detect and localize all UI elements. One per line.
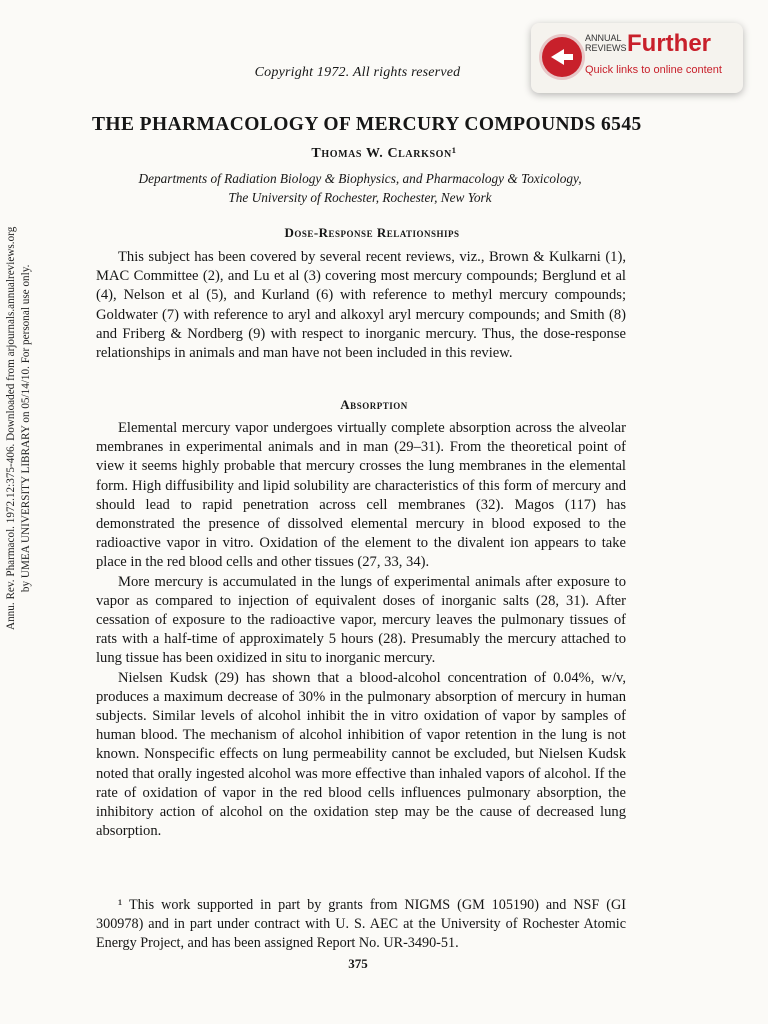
badge-further-label: Further <box>627 30 711 57</box>
annual-reviews-further-badge[interactable] <box>531 23 743 93</box>
article-title: THE PHARMACOLOGY OF MERCURY COMPOUNDS 6545 <box>92 114 642 135</box>
footnote: ¹ This work supported in part by grants from NIGMS (GM 105190) and NSF (GI 300978) and in part under contract with U. S. AEC at the University of Rochester Atomic Energy Project, and has been assigned Report No. UR-3490-51. <box>96 897 626 951</box>
section-heading-absorption: Absorption <box>340 397 408 412</box>
download-notice-line-2: by UMEA UNIVERSITY LIBRARY on 05/14/10. For personal use only. <box>20 264 32 593</box>
section-heading-dose-response: Dose-Response Relationships <box>284 225 460 240</box>
badge-reviews-label: REVIEWS <box>585 43 627 53</box>
section-absorption-body <box>96 419 626 841</box>
author-name: Thomas W. Clarkson¹ <box>311 146 457 161</box>
copyright-notice: Copyright 1972. All rights reserved <box>254 65 461 80</box>
author-affiliation <box>60 169 660 207</box>
badge-annual-label: ANNUAL <box>585 33 622 43</box>
affiliation-line-1: Departments of Radiation Biology & Biophysics, and Pharmacology & Toxicology, <box>138 171 582 186</box>
paragraph: Nielsen Kudsk (29) has shown that a blood-alcohol concentration of 0.04%, w/v, produces a maximum decrease of 30% in the pulmonary absorption of mercury in human subjects. Similar levels of alcohol inhibit the in vitro oxidation of vapor by samples of human blood. The mechanism of alcohol inhibition of vapor retention in the lung is not known. Nonspecific effects on lung permeability cannot be excluded, but Nielsen Kudsk noted that orally ingested alcohol was more effective than inhaled vapors of alcohol. If the rate of oxidation of vapor in the red blood cells influences pulmonary absorption, the inhibitory action of alcohol on the oxidation step may be the cause of decreased lung absorption. <box>96 669 626 840</box>
affiliation-line-2: The University of Rochester, Rochester, New York <box>228 190 492 205</box>
badge-tagline: Quick links to online content <box>585 64 722 76</box>
paragraph: More mercury is accumulated in the lungs of experimental animals after exposure to vapor as compared to injection of equivalent doses of inorganic salts (28, 31). After cessation of exposure to the radioactive vapor, mercury leaves the pulmonary tissues of rats with a half-time of approximately 5 hours (28). Presumably the mercury attached to lung tissue has been oxidized in situ to inorganic mercury. <box>96 573 626 667</box>
download-notice <box>4 227 34 630</box>
section-dose-response-body <box>96 248 626 363</box>
download-notice-line-1: Annu. Rev. Pharmacol. 1972.12:375-406. Downloaded from arjournals.annualreviews.org <box>5 226 17 630</box>
page-number: 375 <box>348 956 368 971</box>
paragraph: This subject has been covered by several recent reviews, viz., Brown & Kulkarni (1), MAC Committee (2), and Lu et al (3) covering most mercury compounds; Berglund et al (4), Nelson et al (5), and Kurland (6) with reference to methyl mercury compounds; Goldwater (7) with reference to aryl and alkoxyl aryl mercury compounds; and Smith (8) and Friberg & Nordberg (9) with respect to inorganic mercury. Thus, the dose-response relationships in animals and man have not been included in this review. <box>96 249 626 362</box>
annual-reviews-logo-text <box>585 33 627 53</box>
paragraph: Elemental mercury vapor undergoes virtually complete absorption across the alveolar membranes in experimental animals and in man (29–31). From the theoretical point of view it seems highly probable that mercury crosses the lung membranes in the elemental form. High diffusibility and lipid solubility are characteristics of this form of mercury and should lead to rapid penetration across cell membranes (32). Magos (117) has demonstrated the presence of dissolved elemental mercury in blood exposed to the radioactive vapor in vitro. Oxidation of the element to the divalent ion appears to take place in the red blood cells and other tissues (27, 33, 34). <box>96 420 626 571</box>
